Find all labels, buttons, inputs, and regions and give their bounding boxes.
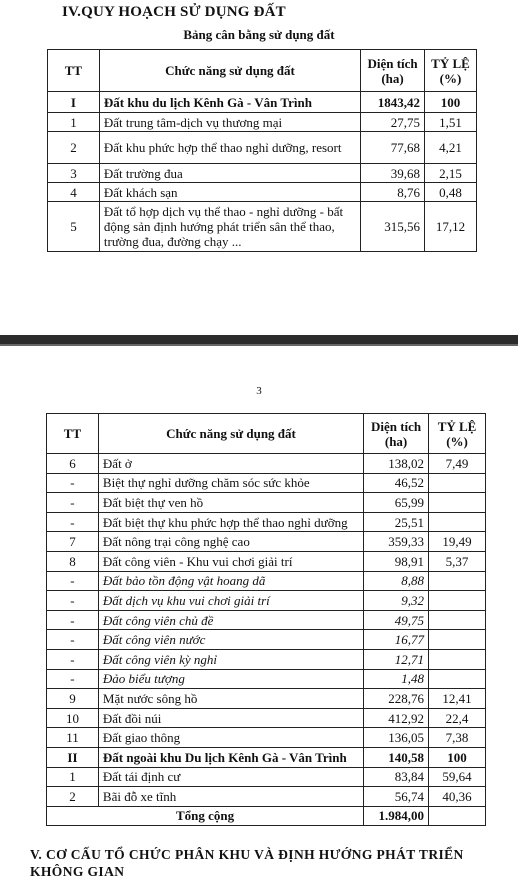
row-area: 83,84 <box>364 767 429 787</box>
row-tt: 7 <box>47 532 99 552</box>
table-row <box>48 132 477 164</box>
row-ratio: 40,36 <box>429 787 486 807</box>
land-use-table-part-1 <box>47 49 477 252</box>
row-tt: 10 <box>47 708 99 728</box>
row-tt: I <box>48 92 100 113</box>
row-ratio: 5,37 <box>429 551 486 571</box>
table-row <box>47 689 486 709</box>
table-body-2 <box>47 454 486 807</box>
row-function: Đất đồi núi <box>98 708 363 728</box>
row-tt: - <box>47 473 99 493</box>
next-section-heading: V. CƠ CẤU TỔ CHỨC PHÂN KHU VÀ ĐỊNH HƯỚNG PHÁT TRIỂN KHÔNG GIAN <box>30 847 464 879</box>
table-body-1 <box>48 92 477 252</box>
table-row <box>48 113 477 132</box>
row-tt: - <box>47 493 99 513</box>
row-tt: 5 <box>48 202 100 252</box>
row-function: Đất dịch vụ khu vui chơi giải trí <box>98 591 363 611</box>
row-ratio: 22,4 <box>429 708 486 728</box>
row-ratio <box>429 512 486 532</box>
table-row <box>47 787 486 807</box>
table-row <box>48 92 477 113</box>
row-function: Đất trung tâm-dịch vụ thương mại <box>99 113 360 132</box>
row-function: Đất công viên chủ đề <box>98 610 363 630</box>
row-area: 77,68 <box>361 132 425 164</box>
row-area: 8,76 <box>361 183 425 202</box>
row-area: 1843,42 <box>361 92 425 113</box>
row-function: Đất biệt thự ven hồ <box>98 493 363 513</box>
row-tt: 3 <box>48 164 100 183</box>
row-ratio: 17,12 <box>425 202 477 252</box>
row-function: Đất khách sạn <box>99 183 360 202</box>
row-area: 412,92 <box>364 708 429 728</box>
row-ratio <box>429 649 486 669</box>
row-ratio <box>429 630 486 650</box>
row-function: Đất ngoài khu Du lịch Kênh Gà - Vân Trình <box>98 747 363 767</box>
row-area: 359,33 <box>364 532 429 552</box>
table-row <box>47 630 486 650</box>
row-tt: - <box>47 512 99 532</box>
row-ratio: 100 <box>425 92 477 113</box>
row-ratio <box>429 493 486 513</box>
header-ratio: TỶ LỆ (%) <box>429 414 486 454</box>
header-function: Chức năng sử dụng đất <box>99 50 360 92</box>
table-row <box>47 532 486 552</box>
table-row <box>48 164 477 183</box>
row-ratio: 1,51 <box>425 113 477 132</box>
row-area: 27,75 <box>361 113 425 132</box>
row-area: 140,58 <box>364 747 429 767</box>
row-ratio: 4,21 <box>425 132 477 164</box>
table-row <box>47 728 486 748</box>
row-area: 16,77 <box>364 630 429 650</box>
header-ratio: TỶ LỆ (%) <box>425 50 477 92</box>
row-area: 12,71 <box>364 649 429 669</box>
row-area: 25,51 <box>364 512 429 532</box>
row-ratio <box>429 610 486 630</box>
row-ratio: 19,49 <box>429 532 486 552</box>
table-row <box>47 591 486 611</box>
row-tt: 1 <box>48 113 100 132</box>
table-header-row <box>48 50 477 92</box>
row-ratio <box>429 669 486 689</box>
row-function: Biệt thự nghỉ dưỡng chăm sóc sức khỏe <box>98 473 363 493</box>
row-tt: - <box>47 669 99 689</box>
row-ratio: 59,64 <box>429 767 486 787</box>
row-area: 98,91 <box>364 551 429 571</box>
header-area: Diện tích (ha) <box>361 50 425 92</box>
header-tt: TT <box>48 50 100 92</box>
row-tt: - <box>47 630 99 650</box>
table-header-row <box>47 414 486 454</box>
row-area: 39,68 <box>361 164 425 183</box>
table-row <box>47 493 486 513</box>
row-function: Bãi đỗ xe tĩnh <box>98 787 363 807</box>
table-row <box>48 183 477 202</box>
row-function: Đất khu du lịch Kênh Gà - Vân Trình <box>99 92 360 113</box>
row-ratio: 100 <box>429 747 486 767</box>
table-row <box>47 454 486 474</box>
row-ratio <box>429 571 486 591</box>
row-function: Đất nông trại công nghệ cao <box>98 532 363 552</box>
table-row <box>47 512 486 532</box>
row-area: 46,52 <box>364 473 429 493</box>
row-area: 65,99 <box>364 493 429 513</box>
row-ratio <box>429 473 486 493</box>
table-row <box>47 669 486 689</box>
row-tt: 1 <box>47 767 99 787</box>
header-function: Chức năng sử dụng đất <box>98 414 363 454</box>
table-row <box>48 202 477 252</box>
row-function: Đất ở <box>98 454 363 474</box>
page-number: 3 <box>256 385 262 397</box>
row-function: Đất công viên nước <box>98 630 363 650</box>
row-area: 138,02 <box>364 454 429 474</box>
row-ratio: 2,15 <box>425 164 477 183</box>
row-tt: II <box>47 747 99 767</box>
row-ratio: 7,38 <box>429 728 486 748</box>
row-area: 56,74 <box>364 787 429 807</box>
row-ratio: 0,48 <box>425 183 477 202</box>
row-tt: - <box>47 610 99 630</box>
row-ratio <box>429 591 486 611</box>
header-tt: TT <box>47 414 99 454</box>
row-tt: 9 <box>47 689 99 709</box>
header-area: Diện tích (ha) <box>364 414 429 454</box>
row-tt: 11 <box>47 728 99 748</box>
table-row <box>47 649 486 669</box>
row-tt: - <box>47 571 99 591</box>
total-ratio <box>429 806 486 825</box>
row-tt: 2 <box>47 787 99 807</box>
page-2 <box>0 350 518 882</box>
row-tt: - <box>47 649 99 669</box>
row-area: 1,48 <box>364 669 429 689</box>
row-function: Đảo biểu tượng <box>98 669 363 689</box>
table-row <box>47 610 486 630</box>
row-tt: 4 <box>48 183 100 202</box>
total-area: 1.984,00 <box>364 806 429 825</box>
total-row <box>47 806 486 825</box>
total-label: Tổng cộng <box>47 806 364 825</box>
row-area: 228,76 <box>364 689 429 709</box>
row-area: 8,88 <box>364 571 429 591</box>
row-function: Đất công viên kỳ nghỉ <box>98 649 363 669</box>
table-row <box>47 747 486 767</box>
land-use-table-part-2 <box>46 413 486 826</box>
row-function: Đất tái định cư <box>98 767 363 787</box>
row-function: Đất biệt thự khu phức hợp thể thao nghỉ dưỡng <box>98 512 363 532</box>
table-row <box>47 708 486 728</box>
row-tt: 6 <box>47 454 99 474</box>
table-row <box>47 473 486 493</box>
section-title: IV.QUY HOẠCH SỬ DỤNG ĐẤT <box>62 4 286 20</box>
table-row <box>47 551 486 571</box>
row-area: 315,56 <box>361 202 425 252</box>
row-function: Đất tổ hợp dịch vụ thể thao - nghỉ dưỡng - bất động sản định hướng phát triển sân thể thao, trường đua, đường chạy ... <box>99 202 360 252</box>
page-separator <box>0 332 518 352</box>
table-row <box>47 767 486 787</box>
row-ratio: 7,49 <box>429 454 486 474</box>
row-area: 136,05 <box>364 728 429 748</box>
row-ratio: 12,41 <box>429 689 486 709</box>
row-function: Đất khu phức hợp thể thao nghỉ dưỡng, resort <box>99 132 360 164</box>
row-function: Đất trường đua <box>99 164 360 183</box>
row-area: 9,32 <box>364 591 429 611</box>
row-tt: 2 <box>48 132 100 164</box>
row-function: Đất bảo tồn động vật hoang dã <box>98 571 363 591</box>
row-function: Đất công viên - Khu vui chơi giải trí <box>98 551 363 571</box>
row-tt: 8 <box>47 551 99 571</box>
row-function: Đất giao thông <box>98 728 363 748</box>
row-tt: - <box>47 591 99 611</box>
table-row <box>47 571 486 591</box>
page-1 <box>0 0 518 338</box>
row-area: 49,75 <box>364 610 429 630</box>
row-function: Mặt nước sông hồ <box>98 689 363 709</box>
table-title: Bảng cân bằng sử dụng đất <box>183 27 335 42</box>
